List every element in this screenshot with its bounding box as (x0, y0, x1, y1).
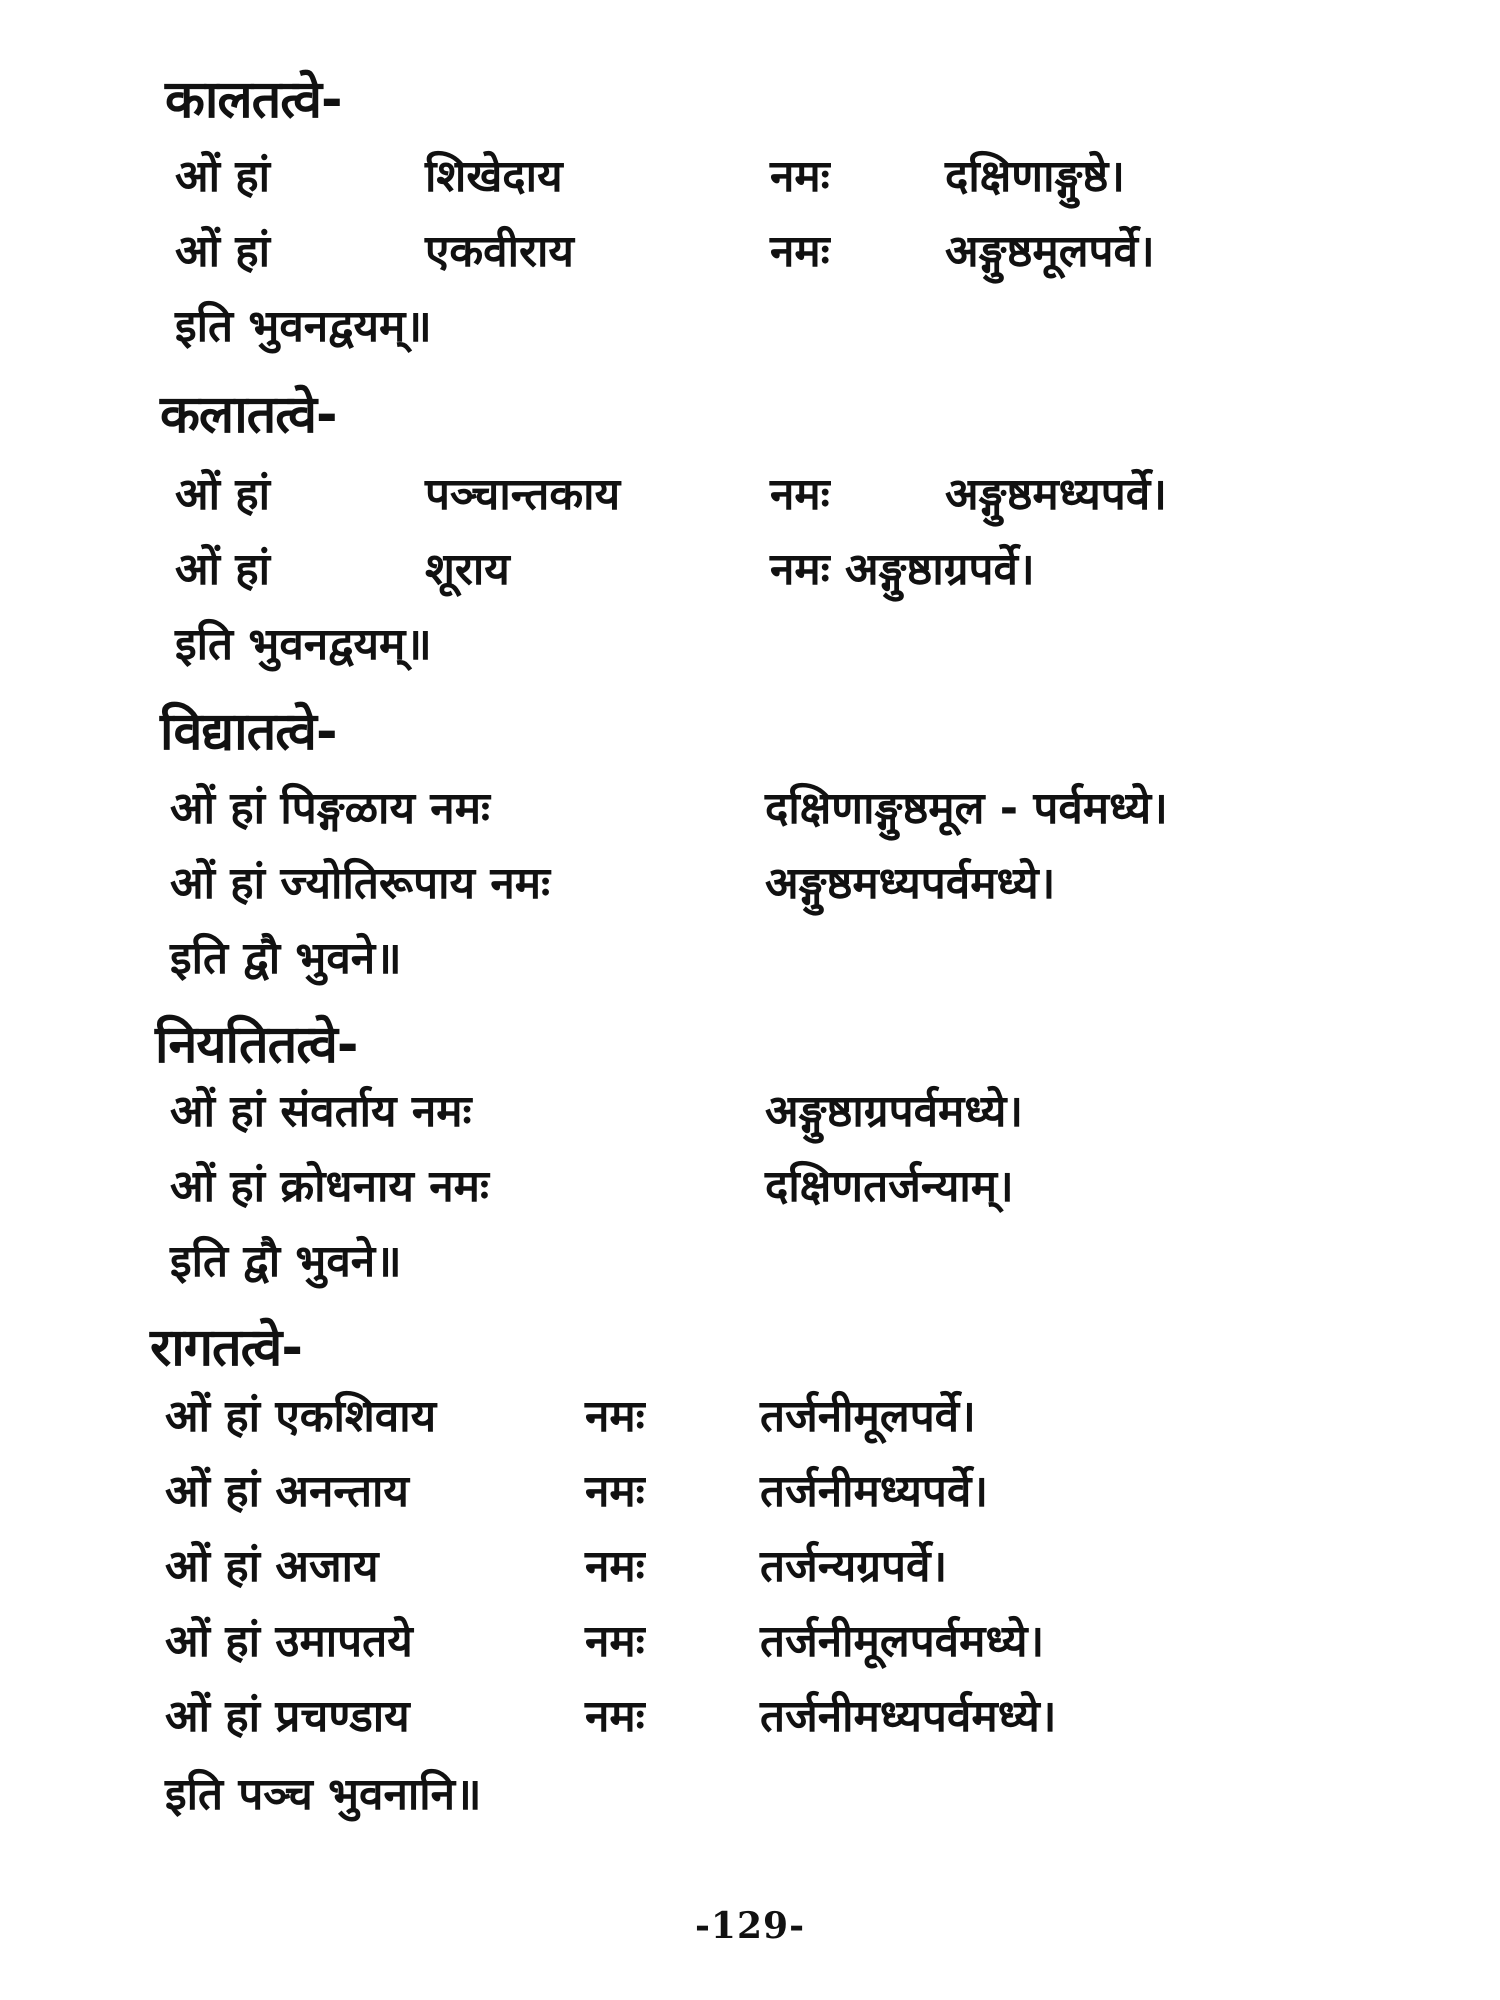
mantra-prefix-name: ओं हां प्रचण्डाय (165, 1691, 410, 1742)
mantra-namah: नमः (770, 151, 830, 202)
mantra-prefix-name: ओं हां अनन्ताय (165, 1466, 409, 1517)
mantra-namah: नमः (770, 226, 830, 277)
mantra-namah: नमः (585, 1616, 645, 1667)
mantra-placement: अङ्गुष्ठमूलपर्वे। (945, 226, 1155, 277)
mantra-prefix-name: ओं हां उमापतये (165, 1616, 413, 1667)
mantra-prefix-name: ओं हां संवर्ताय नमः (170, 1086, 472, 1137)
mantra-prefix-name: ओं हां पिङ्गळाय नमः (170, 783, 490, 834)
mantra-prefix: ओं हां (175, 226, 271, 277)
mantra-prefix: ओं हां (175, 151, 271, 202)
mantra-placement: दक्षिणतर्जन्याम्। (765, 1161, 1014, 1212)
mantra-name: एकवीराय (425, 226, 574, 277)
section-closing: इति पञ्च भुवनानि॥ (165, 1769, 482, 1820)
mantra-prefix-name: ओं हां क्रोधनाय नमः (170, 1161, 489, 1212)
mantra-placement: अङ्गुष्ठमध्यपर्वे। (945, 469, 1167, 520)
mantra-placement: अङ्गुष्ठमध्यपर्वमध्ये। (765, 858, 1056, 909)
mantra-namah: नमः (585, 1466, 645, 1517)
mantra-prefix-name: ओं हां अजाय (165, 1541, 379, 1592)
page-number: -129- (694, 1905, 806, 1947)
mantra-placement: तर्जनीमध्यपर्वे। (760, 1466, 989, 1517)
mantra-placement: दक्षिणाङ्गुष्ठमूल - पर्वमध्ये। (765, 783, 1168, 834)
mantra-namah: नमः (585, 1541, 645, 1592)
section-heading-niyatitattve: नियतितत्वे- (155, 1015, 358, 1075)
mantra-placement: तर्जनीमूलपर्वमध्ये। (760, 1616, 1045, 1667)
mantra-placement: दक्षिणाङ्गुष्ठे। (945, 151, 1125, 202)
mantra-name: पञ्चान्तकाय (425, 469, 621, 520)
section-heading-ragatattve: रागतत्वे- (150, 1318, 302, 1378)
mantra-namah: नमः (770, 469, 830, 520)
mantra-namah: नमः (585, 1391, 645, 1442)
mantra-namah-placement: नमः अङ्गुष्ठाग्रपर्वे। (770, 544, 1035, 595)
mantra-namah: नमः (585, 1691, 645, 1742)
mantra-name: शिखेदाय (425, 151, 563, 202)
mantra-prefix-name: ओं हां ज्योतिरूपाय नमः (170, 858, 550, 909)
section-closing: इति द्वौ भुवने॥ (170, 933, 402, 984)
mantra-prefix-name: ओं हां एकशिवाय (165, 1391, 437, 1442)
mantra-prefix: ओं हां (175, 544, 271, 595)
section-heading-kalatattve-2: कलातत्वे- (160, 385, 337, 445)
section-closing: इति द्वौ भुवने॥ (170, 1236, 402, 1287)
section-closing: इति भुवनद्वयम्॥ (175, 301, 432, 352)
mantra-placement: अङ्गुष्ठाग्रपर्वमध्ये। (765, 1086, 1024, 1137)
mantra-placement: तर्जनीमध्यपर्वमध्ये। (760, 1691, 1057, 1742)
section-closing: इति भुवनद्वयम्॥ (175, 619, 432, 670)
mantra-name: शूराय (425, 544, 510, 595)
section-heading-kalatattve: कालतत्वे- (165, 70, 342, 130)
section-heading-vidyatattve: विद्यातत्वे- (160, 702, 337, 762)
mantra-placement: तर्जनीमूलपर्वे। (760, 1391, 976, 1442)
mantra-prefix: ओं हां (175, 469, 271, 520)
mantra-placement: तर्जन्यग्रपर्वे। (760, 1541, 948, 1592)
